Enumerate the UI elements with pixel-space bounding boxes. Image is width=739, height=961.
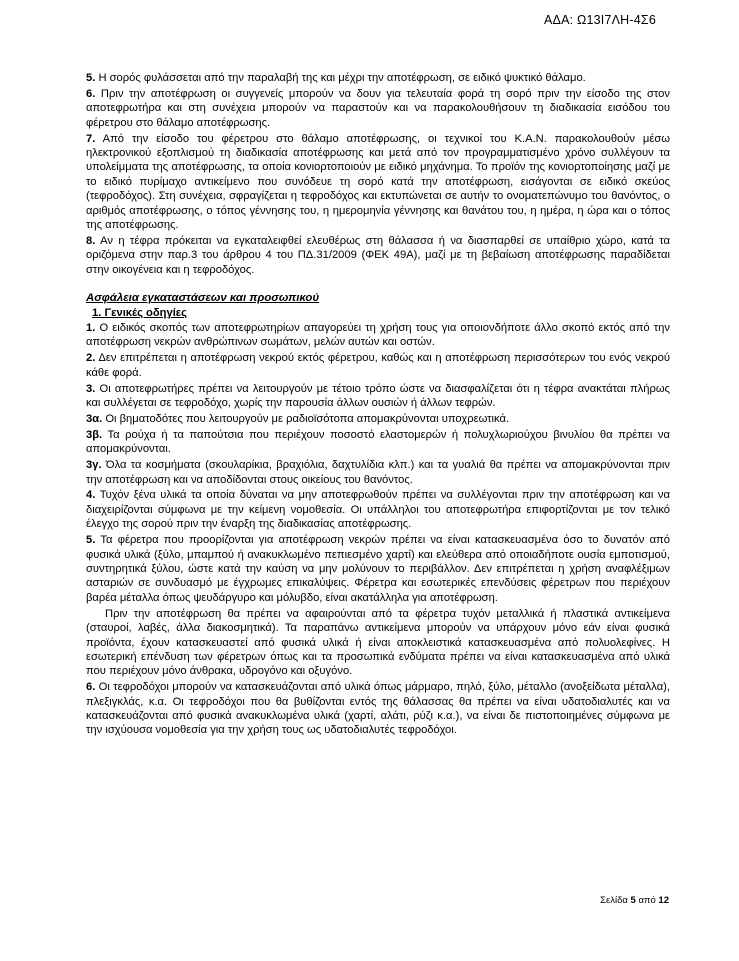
paragraph-text: Πριν την αποτέφρωση οι συγγενείς μπορούν να δουν για τελευταία φορά τη σορό πριν την είσοδο της στον αποτεφρωτήρα και στη συνέχεια μπορούν να παραστούν και να παρακολουθήσουν τη διαδικασία εισόδου του φέρετρου στο θάλαμο αποτέφρωσης. [86,87,670,129]
rule-6 [86,680,670,738]
paragraph-text: Τα φέρετρα που προορίζονται για αποτέφρωση νεκρών πρέπει να είναι κατασκευασμένα όσο το δυνατόν από φυσικά υλικά (ξύλο, μπαμπού ή ανακυκλωμένο πεπιεσμένο χαρτί) και ελεύθερα από οποιαδήποτε ουσία εμποτισμού, συντηρητικά ξύλου, ώστε κατά την καύση να μην μολύνουν το περιβάλλον. Δεν επιτρέπεται η χρήση αναφλέξιμων ασταριών σε συνδυασμό με έγχρωμες επικαλύψεις. Φέρετρα και εσωτερικές επενδύσεις φέρετρων που περιέχουν βαρέα μέταλλα όπως ψευδάργυρο και μόλυβδο, είναι ακατάλληλα για αποτέφρωση. [86,534,670,604]
paragraph-7 [86,132,670,233]
ada-code: ΑΔΑ: Ω13Ι7ΛΗ-4Σ6 [543,13,656,27]
paragraph-text: Τα ρούχα ή τα παπούτσια που περιέχουν ποσοστό ελαστομερών ή πολυχλωριούχου βινυλίου θα πρέπει να απομακρύνονται. [86,428,670,456]
paragraph-text: Όλα τα κοσμήματα (σκουλαρίκια, βραχιόλια, δαχτυλίδια κλπ.) και τα γυαλιά θα πρέπει να απομακρύνονται πριν την αποτέφρωση και να αποδίδονται στους οικείους του θανόντος. [86,459,670,486]
paragraph-number: 5. [86,72,96,84]
paragraph-number: 7. [86,132,96,145]
paragraph-text: Τυχόν ξένα υλικά τα οποία δύναται να μην αποτεφρωθούν πρέπει να συλλέγονται πριν την αποτέφρωση και να διαχειρίζονται σύμφωνα με την κείμενη νομοθεσία. Οι υπάλληλοι του αποτεφρωτήρα επιφορτίζονται με τον τελικό έλεγχο της σορού πριν την έναρξη της διαδικασίας αποτέφρωσης. [86,489,670,531]
paragraph-number: 4. [86,489,96,502]
footer-prefix: Σελίδα [600,895,631,906]
rule-3a [86,412,670,426]
document-body [86,71,670,739]
paragraph-text: Οι βηματοδότες που λειτουργούν με ραδιοϊσότοπα απομακρύνονται υποχρεωτικά. [102,412,510,425]
paragraph-text: Οι αποτεφρωτήρες πρέπει να λειτουργούν με τέτοιο τρόπο ώστε να διασφαλίζεται ότι η τέφρα ανακτάται πλήρως και συλλέγεται σε τεφροδόχο, χωρίς την παρουσία άλλων ουσιών ή άλλων τεφρών. [86,382,670,410]
page-footer [600,895,669,906]
paragraph-5 [86,71,670,85]
paragraph-text: Ο ειδικός σκοπός των αποτεφρωτηρίων απαγορεύει τη χρήση τους για οποιονδήποτε άλλο σκοπό εκτός από την αποτέφρωση νεκρών ανθρώπινων σωμάτων, μελών αυτών και οστών. [86,322,670,349]
paragraph-number: 3α. [86,412,103,425]
paragraph-number: 8. [86,234,96,247]
paragraph-number: 6. [86,681,96,694]
footer-page-total: 12 [658,895,669,906]
rule-3 [86,382,670,411]
paragraph-text: Αν η τέφρα πρόκειται να εγκαταλειφθεί ελευθέρως στη θάλασσα ή να διασπαρθεί σε υπαίθριο χώρο, κατά τα οριζόμενα στην παρ.3 του άρθρου 4 του ΠΔ.31/2009 (ΦΕΚ 49Α), μαζί με τη βεβαίωση αποτέφρωσης παραδίδεται στην οικογένεια και η τεφροδόχος. [86,234,670,276]
rule-3b [86,428,670,457]
rule-4 [86,488,670,531]
paragraph-text: Η σορός φυλάσσεται από την παραλαβή της και μέχρι την αποτέφρωση, σε ειδικό ψυκτικό θάλαμο. [95,72,586,84]
section-subheading: 1. Γενικές οδηγίες [92,306,187,319]
rule-3c [86,458,670,487]
paragraph-number: 3γ. [86,459,102,472]
footer-middle: από [635,895,659,906]
rule-2 [86,351,670,380]
paragraph-6 [86,87,670,130]
paragraph-number: 2. [86,352,96,365]
section-heading: Ασφάλεια εγκαταστάσεων και προσωπικού [86,292,320,305]
paragraph-text: Δεν επιτρέπεται η αποτέφρωση νεκρού εκτός φέρετρου, καθώς και η αποτέφρωση περισσότερων του ενός νεκρού κάθε φορά. [86,352,670,379]
paragraph-number: 3. [86,382,96,395]
paragraph-number: 1. [86,322,96,334]
paragraph-number: 5. [86,534,96,547]
rule-5 [86,533,670,605]
paragraph-number: 3β. [86,428,103,441]
paragraph-number: 6. [86,87,96,100]
rule-5-continuation: Πριν την αποτέφρωση θα πρέπει να αφαιρούνται από τα φέρετρα τυχόν μεταλλικά ή πλαστικά αντικείμενα (σταυροί, λαβές, άλλα διακοσμητικά). Τα παραπάνω αντικείμενα μπορούν να υπάρχουν μόνο εάν είναι φυσικά προϊόντα, έχουν κατασκευαστεί από φυσικά υλικά ή είναι αποκλειστικά κατασκευασμένα από πολυολεφίνες. Η εσωτερική επένδυση των φέρετρων όπως και τα προσωπικά ενδύματα πρέπει να είναι κατασκευασμένα από υλικά που περιέχουν μόνο άνθρακα, υδρογόνο και οξυγόνο. [86,607,670,678]
footer-page-number: 5 [630,895,636,906]
paragraph-text: Οι τεφροδόχοι μπορούν να κατασκευάζονται από υλικά όπως μάρμαρο, πηλό, ξύλο, μέταλλο (ανοξείδωτα μέταλλα), πλεξιγκλάς, κ.α. Οι τεφροδόχοι που θα βυθίζονται εντός της θάλασσας θα πρέπει να είναι υδατοδιαλυτές και να κατασκευάζονται από φυσικά ανακυκλωμένα υλικά (χαρτί, αλάτι, ρύζι κ.α.), να είναι δε πιστοποιημένες σύμφωνα με την ισχύουσα νομοθεσία για την χρήση τους ως υδατοδιαλυτές τεφροδόχοι. [86,681,670,737]
paragraph-text: Από την είσοδο του φέρετρου στο θάλαμο αποτέφρωσης, οι τεχνικοί του Κ.Α.Ν. παρακολουθούν μέσω ηλεκτρονικού εξοπλισμού τη διαδικασία αποτέφρωσης και μετά από τον προγραμματισμένο χρόνο συλλέγουν τα υπολείμματα της αποτέφρωσης, τα οποία κονιορτοποιούν με ειδικό μηχάνημα. Το προϊόν της κονιορτοποίησης μαζί με το ειδικό πυρίμαχο αντικείμενο που συνόδευε τη σορό κατά την αποτέφρωση, εισάγονται σε ειδικό σκεύος (τεφροδόχος). Στη συνέχεια, σφραγίζεται η τεφροδόχος και εκτυπώνεται σε αυτήν το ονοματεπώνυμο του θανόντος, ο αριθμός αποτέφρωσης, ο τόπος γέννησης του, η ημερομηνία γέννησης και θανάτου του, η ημέρα, η ώρα και ο τόπος της αποτέφρωσης. [86,132,670,232]
paragraph-8 [86,234,670,277]
rule-1 [86,321,670,350]
